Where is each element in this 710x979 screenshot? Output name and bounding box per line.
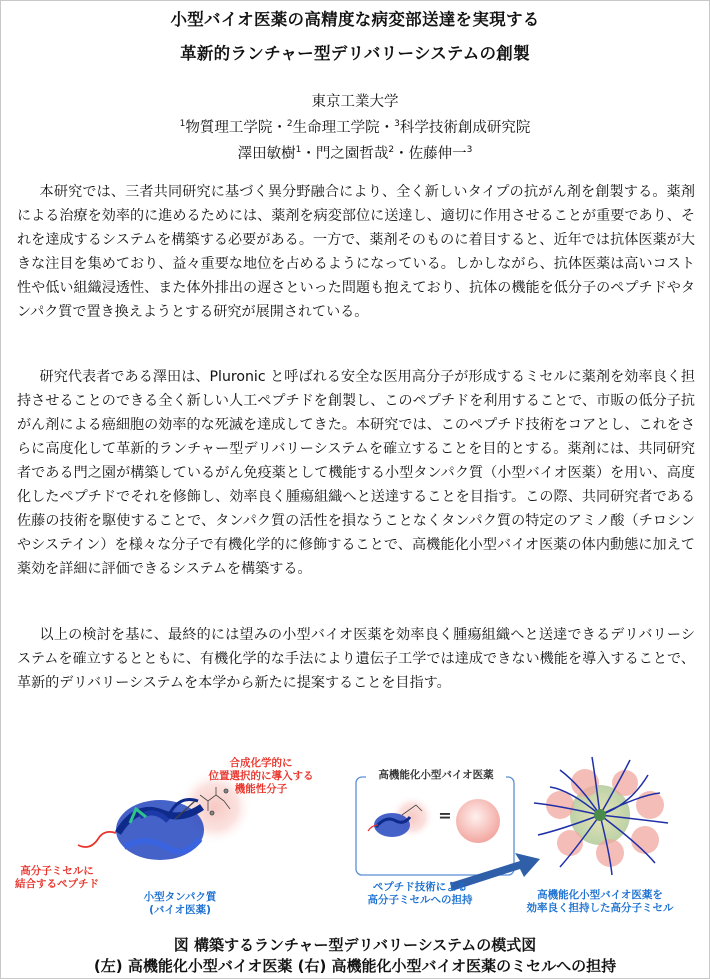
figure-caption-line-1: 図 構築するランチャー型デリバリーシステムの模式図 bbox=[173, 936, 537, 954]
enhanced-drug-box-title: 高機能化小型バイオ医薬 bbox=[366, 769, 506, 782]
functional-molecule-label: 合成化学的に 位置選択的に導入する 機能性分子 bbox=[208, 757, 314, 795]
peptide-chain-icon bbox=[78, 832, 116, 847]
figure-caption-line-2: (左) 高機能化小型バイオ医薬 (右) 高機能化小型バイオ医薬のミセルへの担持 bbox=[93, 957, 617, 975]
title-line-2: 革新的ランチャー型デリバリーシステムの創製 bbox=[180, 44, 530, 63]
paragraph-2: 研究代表者である澤田は、Pluronic と呼ばれる安全な医用高分子が形成するミセルに薬剤を効率良く担持させることのできる全く新しい人工ペプチドを創製し、このペプチドを利用することで、市販の低分子抗がん剤による癌細胞の効率的な死滅を達成してきた。本研究では、このペプチド技術をコアとし、これをさらに高度化して革新的ランチャー型デリバリーシステムを確立することを目的とする。薬剤には、共同研究者である門之園が構築しているがん免疫薬として機能する小型タンパク質（小型バイオ医薬）を用い、高度化したペプチドでそれを修飾し、効率良く腫瘍組織へと送達することを目指す。この際、共同研究者である佐藤の技術を駆使することで、タンパク質の活性を損なうことなくタンパク質の特定のアミノ酸（チロシンやシステイン）を様々な分子で有機化学的に修飾することで、高機能化小型バイオ医薬の体内動態に加えて薬効を詳細に評価できるシステムを構築する。 bbox=[17, 369, 695, 577]
authors: 澤田敏樹$^1$・門之園哲哉$^2$・佐藤伸一$^3$ bbox=[237, 145, 473, 162]
micelle-ball-icon bbox=[456, 799, 500, 843]
title-line-1: 小型バイオ医薬の高精度な病変部送達を実現する bbox=[170, 10, 540, 29]
peptide-technology-label: ペプチド技術による 高分子ミセルへの担持 bbox=[367, 881, 473, 906]
university: 東京工業大学 bbox=[311, 94, 399, 110]
paragraph-1: 本研究では、三者共同研究に基づく異分野融合により、全く新しいタイプの抗がん剤を創製する。薬剤による治療を効率的に進めるためには、薬剤を病変部位に送達し、適切に作用させることが重要であり、それを達成するシステムを構築する必要がある。一方で、薬剤そのものに着目すると、近年では抗体医薬が大きな注目を集めており、益々重要な地位を占めるようになっている。しかしながら、抗体医薬は高いコスト性や低い組織浸透性、また体外排出の遅さといった問題も抱えており、抗体の機能を低分子のペプチドやタンパク質で置き換えようとする研究が展開されている。 bbox=[17, 184, 695, 320]
peptide-label: 高分子ミセルに 結合するペプチド bbox=[15, 865, 99, 890]
paragraph-3: 以上の検討を基に、最終的には望みの小型バイオ医薬を効率良く腫瘍組織へと送達できるデリバリーシステムを確立するとともに、有機化学的な手法により遺伝子工学では達成できない機能を導入することで、革新的デリバリーシステムを本学から新たに提案することを目指す。 bbox=[17, 627, 695, 691]
small-protein-label: 小型タンパク質 (バイオ医薬) bbox=[143, 891, 217, 916]
micelle-icon bbox=[534, 757, 668, 875]
delivery-system-figure bbox=[0, 755, 710, 935]
departments: $^1$物質理工学院・$^2$生命理工学院・$^3$科学技術創成研究院 bbox=[179, 119, 531, 136]
micelle-label: 高機能化小型バイオ医薬を 効率良く担持した高分子ミセル bbox=[526, 889, 674, 914]
equals-sign: = bbox=[438, 806, 452, 825]
